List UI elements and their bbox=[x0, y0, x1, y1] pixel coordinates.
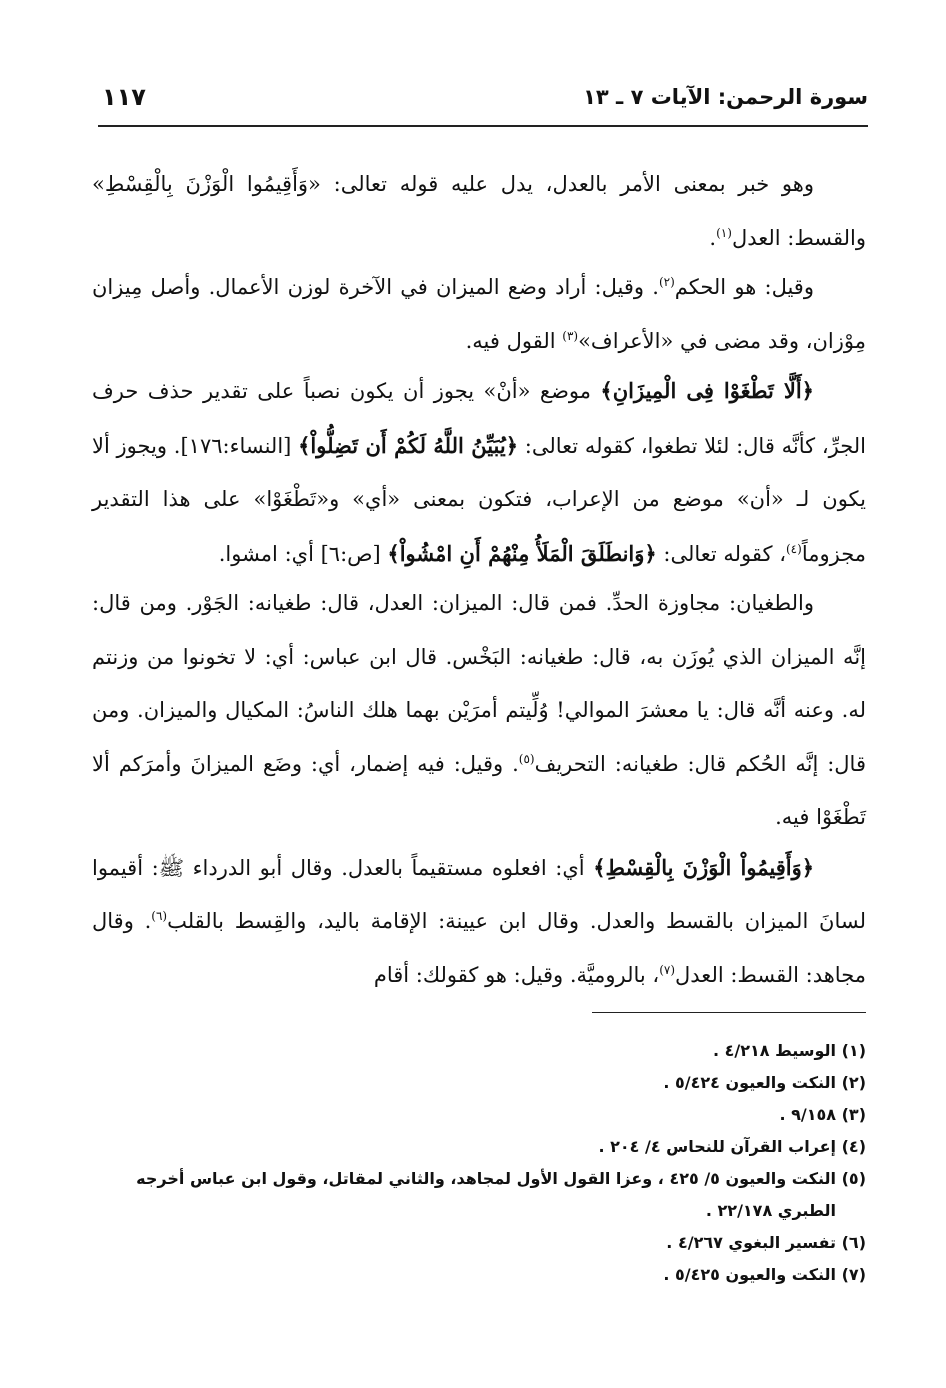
footnote-number: (٥) bbox=[841, 1169, 866, 1188]
footnote-text: الوسيط ٤/٢١٨ . bbox=[712, 1041, 842, 1060]
paragraph bbox=[92, 577, 866, 845]
footnote-number: (٣) bbox=[841, 1105, 866, 1124]
paragraph-text: ، كقوله تعالى: bbox=[656, 541, 786, 566]
footnote bbox=[92, 1067, 866, 1099]
footnote bbox=[92, 1035, 866, 1067]
footnote-ref: (٣) bbox=[562, 328, 579, 343]
paragraph bbox=[92, 261, 866, 368]
paragraph-text: أي: افعلوه مستقيماً بالعدل. وقال أبو الدرداء ﷺ: أقيموا لسانَ الميزان بالقسط والعدل. وقال ابن عيينة: الإقامة باليد، والقِسط بالقلب bbox=[92, 855, 866, 933]
footnote-text: النكت والعيون ٥/٤٢٥ . bbox=[663, 1265, 842, 1284]
footnote-number: (٤) bbox=[841, 1137, 866, 1156]
footnotes bbox=[92, 1035, 866, 1291]
footnote-separator bbox=[592, 1012, 866, 1013]
footnote-ref: (١) bbox=[716, 225, 732, 240]
quran-verse: ﴿وَانطَلَقَ الْمَلَأُ مِنْهُمْ أَنِ امْشُواْ﴾ bbox=[387, 540, 657, 566]
footnote-text: النكت والعيون ٥/٤٢٤ . bbox=[663, 1073, 842, 1092]
body-text bbox=[92, 158, 866, 1002]
paragraph-text: [ص:٦] أي: امشوا. bbox=[218, 541, 388, 566]
footnote-ref: (٢) bbox=[658, 275, 675, 289]
paragraph-text: . وقيل: فيه إضمار، أي: وضَع الميزانَ وأمرَكم ألا تَطْغَوْا فيه. bbox=[92, 751, 866, 829]
footnote-text: النكت والعيون ٥/ ٤٢٥ ، وعزا القول الأول لمجاهد، والثاني لمقاتل، وقول ابن عباس أخرجه bbox=[136, 1169, 842, 1188]
paragraph-text: ، بالروميَّة. وقيل: هو كقولك: أقام bbox=[373, 962, 660, 987]
page-number: ١١٧ bbox=[102, 83, 146, 111]
footnote-ref: (٤) bbox=[785, 541, 802, 556]
footnote-ref: (٥) bbox=[518, 751, 535, 766]
footnote bbox=[92, 1259, 866, 1291]
paragraph bbox=[92, 158, 866, 265]
footnote bbox=[92, 1227, 866, 1259]
footnote-number: (٢) bbox=[841, 1073, 866, 1092]
paragraph-text: . وقيل: أراد وضع الميزان في الآخرة لوزن الأعمال. وأصل مِيزان مِوْزان، وقد مضى في «الأعراف» bbox=[92, 275, 866, 353]
quran-verse: ﴿يُبَيِّنُ اللَّهُ لَكُمْ أَن تَضِلُّواْ﴾ bbox=[298, 432, 519, 458]
footnote bbox=[92, 1163, 866, 1195]
footnote-text: إعراب القرآن للنحاس ٤/ ٢٠٤ . bbox=[598, 1137, 842, 1156]
footnote-ref: (٦) bbox=[151, 909, 168, 923]
quran-verse: ﴿وَأَقِيمُواْ الْوَزْنَ بِالْقِسْطِ﴾ bbox=[593, 854, 815, 880]
paragraph-text: وهو خبر بمعنى الأمر بالعدل، يدل عليه قوله تعالى: «وَأَقِيمُوا الْوَزْنَ بِالْقِسْطِ» والقسط: العدل bbox=[92, 172, 866, 250]
running-header bbox=[98, 83, 868, 127]
footnote-ref: (٧) bbox=[659, 962, 676, 977]
quran-verse: ﴿أَلَّا تَطْغَوْا فِى الْمِيزَانِ﴾ bbox=[600, 378, 814, 403]
footnote-number: (٦) bbox=[841, 1233, 866, 1252]
running-title: سورة الرحمن: الآيات ٧ ـ ١٣ bbox=[583, 85, 868, 109]
paragraph bbox=[92, 841, 866, 1003]
footnote bbox=[92, 1099, 866, 1131]
paragraph-text: موضع «أنْ» يجوز أن يكون نصباً على تقدير حذف حرف الجرِّ، كأنَّه قال: لئلا تطغوا، كقوله تعالى: bbox=[92, 379, 866, 458]
paragraph-text: القول فيه. bbox=[465, 328, 563, 353]
paragraph-text: . bbox=[709, 225, 717, 250]
footnote-continuation: الطبري ٢٢/١٧٨ . bbox=[705, 1201, 836, 1220]
paragraph-text: [النساء:١٧٦]. ويجوز ألا يكون لـ «أن» موضع من الإعراب، فتكون بمعنى «أي» و«تَطْغَوْا» على هذا التقدير مجزوماً bbox=[92, 433, 866, 566]
footnote-text: تفسير البغوي ٤/٢٦٧ . bbox=[666, 1233, 842, 1252]
paragraph-text: . وقال مجاهد: القسط: العدل bbox=[92, 909, 866, 987]
paragraph-text: وقيل: هو الحكم bbox=[674, 275, 814, 299]
footnote-number: (٧) bbox=[841, 1265, 866, 1284]
paragraph-text: والطغيان: مجاوزة الحدِّ. فمن قال: الميزان: العدل، قال: طغيانه: الجَوْر. ومن قال: إنَّه الميزان الذي يُوزَن به، قال: طغيانه: البَخْس. قال ابن عباس: أي: لا تخونوا من وزنتم له. وعنه أنَّه قال: يا معشرَ الموالي! وُلِّيتم أمرَيْن بهما هلك الناسُ: المكيال والميزان. ومن قال: إنَّه الحُكم قال: طغيانه: التحريف bbox=[92, 591, 866, 776]
footnote-number: (١) bbox=[841, 1041, 866, 1060]
paragraph bbox=[92, 364, 866, 581]
footnote-text: ٩/١٥٨ . bbox=[779, 1105, 842, 1124]
footnote bbox=[92, 1131, 866, 1163]
